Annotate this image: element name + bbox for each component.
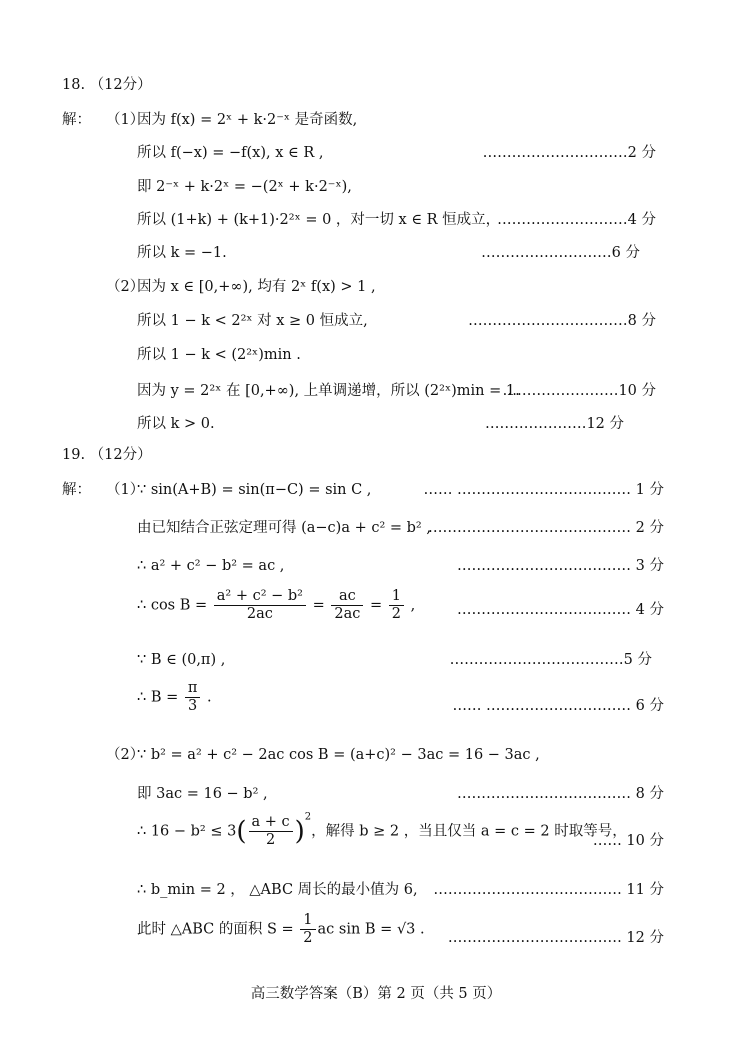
q19-header: 19. （12分） bbox=[62, 447, 152, 463]
square-exponent: 2 bbox=[304, 811, 312, 823]
q19-points-8: ……………………………… 8 分 bbox=[457, 786, 664, 802]
q18-line-9: 因为 y = 2²ˣ 在 [0,+∞), 上单调递增，所以 (2²ˣ)min = 1. bbox=[137, 383, 520, 399]
right-paren: ) bbox=[294, 816, 305, 847]
equals-sign: = bbox=[312, 597, 325, 614]
q18-points-8: ……………………………8 分 bbox=[468, 313, 656, 329]
q19-points-11: ………………………………… 11 分 bbox=[433, 882, 664, 898]
pi-denominator: 3 bbox=[188, 698, 198, 714]
q19-solution-label: 解： bbox=[62, 482, 91, 498]
mean-numerator: a + c bbox=[249, 814, 293, 832]
q18-points-12: …………………12 分 bbox=[484, 416, 624, 432]
q19-part2-label: （2） bbox=[106, 747, 145, 763]
mean-fraction bbox=[249, 814, 293, 849]
q19-line-3: ∴ a² + c² − b² = ac , bbox=[137, 558, 285, 574]
half-fraction-denominator: 2 bbox=[391, 606, 401, 622]
q18-solution-label: 解： bbox=[62, 112, 91, 128]
q18-line-7: 所以 1 − k < 2²ˣ 对 x ≥ 0 恒成立, bbox=[137, 313, 368, 329]
half-fraction bbox=[389, 588, 404, 623]
q19-points-3: ……………………………… 3 分 bbox=[457, 558, 664, 574]
pi-numerator: π bbox=[185, 680, 201, 698]
cos-fraction bbox=[214, 588, 306, 623]
q18-line-4: 所以 (1+k) + (k+1)·2²ˣ = 0 ，对一切 x ∈ R 恒成立， bbox=[137, 212, 501, 228]
q19-line-10: ∴ b_min = 2 ， △ABC 周长的最小值为 6, bbox=[137, 882, 418, 898]
q18-part1-label: （1） bbox=[106, 112, 145, 128]
q19-line-7: ∵ b² = a² + c² − 2ac cos B = (a+c)² − 3ac = 16 − 3ac , bbox=[137, 747, 540, 763]
q18-line-1: 因为 f(x) = 2ˣ + k·2⁻ˣ 是奇函数, bbox=[137, 112, 358, 128]
q19-line-9 bbox=[137, 811, 627, 849]
q19-line-5: ∵ B ∈ (0,π) , bbox=[137, 652, 226, 668]
ineq-tail: ，解得 b ≥ 2 ，当且仅当 a = c = 2 时取等号， bbox=[311, 823, 627, 840]
q18-points-10: ……………………10 分 bbox=[502, 383, 656, 399]
half-fraction-area bbox=[300, 912, 315, 947]
q19-line-4 bbox=[137, 588, 415, 623]
q19-line-2: 由已知结合正弦定理可得 (a−c)a + c² = b² , bbox=[137, 520, 431, 536]
ac-fraction-numerator: ac bbox=[331, 588, 363, 606]
q19-points-12: ……………………………… 12 分 bbox=[447, 930, 664, 946]
b-lead: ∴ B = bbox=[137, 689, 179, 706]
area-lead: 此时 △ABC 的面积 S = bbox=[137, 921, 294, 938]
q19-line-11 bbox=[137, 912, 425, 947]
q18-part2-label: （2） bbox=[106, 279, 145, 295]
q19-points-2: …………………………………… 2 分 bbox=[428, 520, 664, 536]
mean-denominator: 2 bbox=[265, 832, 276, 848]
q18-line-6: 因为 x ∈ [0,+∞), 均有 2ˣ f(x) > 1 , bbox=[137, 279, 376, 295]
q18-line-8: 所以 1 − k < (2²ˣ)min . bbox=[137, 347, 301, 363]
q18-line-10: 所以 k > 0. bbox=[137, 416, 215, 432]
q18-points-2: …………………………2 分 bbox=[482, 145, 656, 161]
q19-line-8: 即 3ac = 16 − b² , bbox=[137, 786, 268, 802]
q18-points-4: ………………………4 分 bbox=[497, 212, 656, 228]
area-tail: ac sin B = √3 . bbox=[317, 921, 425, 938]
cos-lead: ∴ cos B = bbox=[137, 597, 208, 614]
q19-line-1: ∵ sin(A+B) = sin(π−C) = sin C , bbox=[137, 482, 372, 498]
q19-part1-label: （1） bbox=[106, 482, 145, 498]
ac-fraction-denominator: 2ac bbox=[334, 606, 361, 622]
ac-fraction bbox=[331, 588, 363, 623]
q18-header: 18. （12分） bbox=[62, 77, 152, 93]
cos-fraction-denominator: 2ac bbox=[246, 606, 273, 622]
cos-fraction-numerator: a² + c² − b² bbox=[214, 588, 306, 606]
area-numerator: 1 bbox=[300, 912, 315, 930]
pi-third-fraction bbox=[185, 680, 201, 715]
cos-tail: , bbox=[410, 597, 416, 614]
q19-points-4: ……………………………… 4 分 bbox=[457, 602, 664, 618]
q19-points-5: ………………………………5 分 bbox=[449, 652, 652, 668]
half-fraction-numerator: 1 bbox=[389, 588, 404, 606]
q18-line-2: 所以 f(−x) = −f(x), x ∈ R , bbox=[137, 145, 324, 161]
q19-points-10: …… 10 分 bbox=[592, 833, 664, 849]
b-tail: . bbox=[207, 689, 212, 706]
q19-points-1: …… ……………………………… 1 分 bbox=[423, 482, 664, 498]
equals-sign: = bbox=[369, 597, 383, 614]
area-denominator: 2 bbox=[303, 930, 313, 946]
page-footer: 高三数学答案（B）第 2 页（共 5 页） bbox=[250, 986, 502, 1002]
q18-line-5: 所以 k = −1. bbox=[137, 245, 227, 261]
q19-points-6: …… ………………………… 6 分 bbox=[452, 698, 664, 714]
ineq-lead: ∴ 16 − b² ≤ 3 bbox=[137, 823, 237, 840]
q18-points-6: ………………………6 分 bbox=[481, 245, 640, 261]
left-paren: ( bbox=[236, 816, 247, 847]
q18-line-3: 即 2⁻ˣ + k·2ˣ = −(2ˣ + k·2⁻ˣ), bbox=[137, 179, 352, 195]
q19-line-6 bbox=[137, 680, 212, 715]
